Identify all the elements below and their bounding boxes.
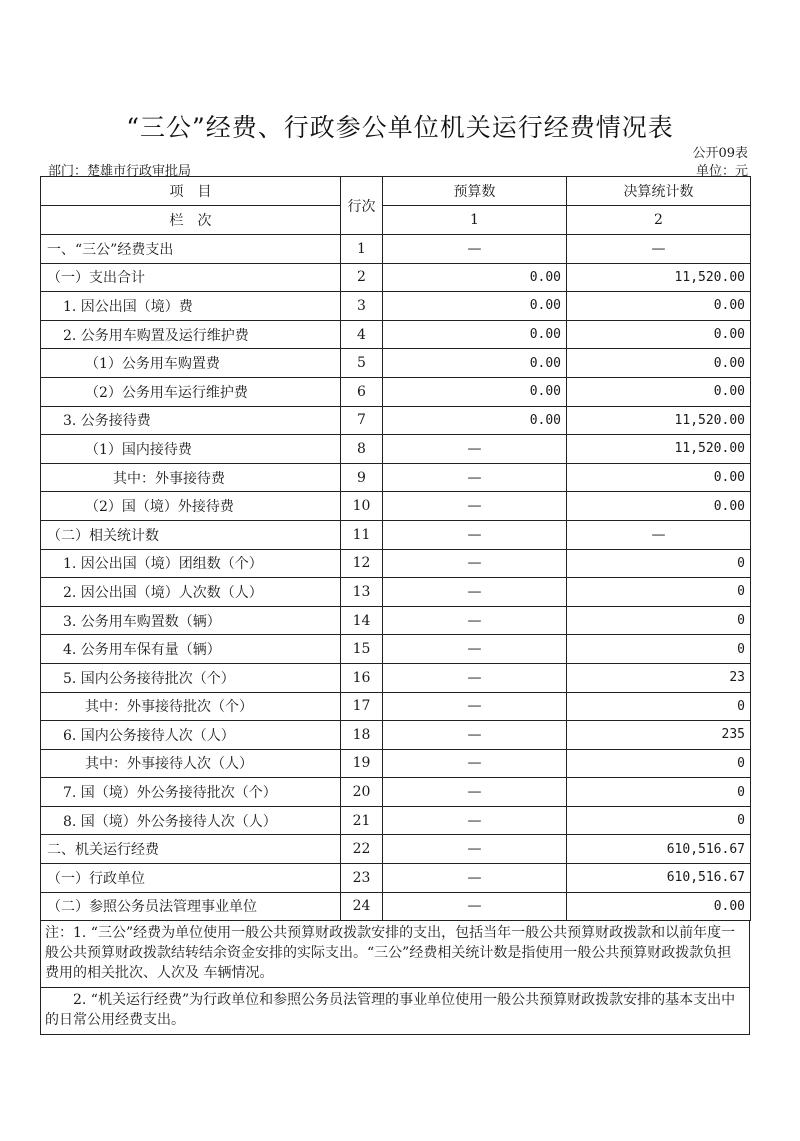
row-item-label: （2）公务用车运行维护费 [41, 377, 341, 406]
table-row [41, 835, 751, 864]
row-budget-value: — [383, 463, 567, 492]
row-budget-value: — [383, 864, 567, 893]
row-item-label: 一、“三公”经费支出 [41, 235, 341, 264]
row-final-value: 0 [567, 606, 751, 635]
table-row [41, 806, 751, 835]
row-budget-value: 0.00 [383, 320, 567, 349]
row-line-number: 11 [341, 520, 383, 549]
department-label: 部门：楚雄市行政审批局 [48, 164, 192, 179]
row-budget-value: — [383, 235, 567, 264]
row-item-label: 7. 国（境）外公务接待批次（个） [41, 778, 341, 807]
table-row [41, 663, 751, 692]
column-label: 栏 次 [41, 206, 341, 235]
table-row [41, 778, 751, 807]
table-row [41, 635, 751, 664]
row-item-label: 3. 公务用车购置数（辆） [41, 606, 341, 635]
row-final-value: 11,520.00 [567, 406, 751, 435]
row-line-number: 7 [341, 406, 383, 435]
row-budget-value: 0.00 [383, 377, 567, 406]
row-item-label: 4. 公务用车保有量（辆） [41, 635, 341, 664]
form-number: 公开09表 [692, 146, 748, 161]
row-item-label: 2. 因公出国（境）人次数（人） [41, 578, 341, 607]
table-row [41, 235, 751, 264]
row-final-value: — [567, 520, 751, 549]
row-final-value: — [567, 235, 751, 264]
table-row [41, 892, 751, 921]
row-line-number: 12 [341, 549, 383, 578]
unit-label: 单位：元 [695, 164, 748, 179]
row-item-label: 8. 国（境）外公务接待人次（人） [41, 806, 341, 835]
notes-box [40, 921, 750, 1035]
row-line-number: 15 [341, 635, 383, 664]
row-final-value: 0 [567, 578, 751, 607]
table-row [41, 263, 751, 292]
row-line-number: 6 [341, 377, 383, 406]
row-final-value: 0.00 [567, 320, 751, 349]
row-item-label: （二）相关统计数 [41, 520, 341, 549]
row-item-label: 2. 公务用车购置及运行维护费 [41, 320, 341, 349]
row-line-number: 5 [341, 349, 383, 378]
row-budget-value: — [383, 721, 567, 750]
page-title: “三公”经费、行政参公单位机关运行经费情况表 [126, 113, 674, 142]
row-budget-value: 0.00 [383, 263, 567, 292]
column-budget-index: 1 [383, 206, 567, 235]
table-row [41, 435, 751, 464]
column-index-row [41, 206, 751, 235]
row-final-value: 11,520.00 [567, 435, 751, 464]
row-final-value: 0.00 [567, 463, 751, 492]
row-item-label: （1）国内接待费 [41, 435, 341, 464]
row-line-number: 23 [341, 864, 383, 893]
row-item-label: （2）国（境）外接待费 [41, 492, 341, 521]
row-budget-value: — [383, 520, 567, 549]
table-row [41, 606, 751, 635]
row-budget-value: — [383, 835, 567, 864]
row-budget-value: — [383, 663, 567, 692]
row-line-number: 18 [341, 721, 383, 750]
table-row [41, 749, 751, 778]
row-item-label: 3. 公务接待费 [41, 406, 341, 435]
expense-table [40, 176, 751, 921]
row-final-value: 11,520.00 [567, 263, 751, 292]
row-item-label: 1. 因公出国（境）团组数（个） [41, 549, 341, 578]
table-row [41, 377, 751, 406]
row-final-value: 23 [567, 663, 751, 692]
row-line-number: 3 [341, 292, 383, 321]
row-final-value: 0.00 [567, 892, 751, 921]
row-item-label: 其中：外事接待费 [41, 463, 341, 492]
row-line-number: 24 [341, 892, 383, 921]
row-item-label: （一）行政单位 [41, 864, 341, 893]
row-final-value: 0 [567, 749, 751, 778]
row-budget-value: — [383, 606, 567, 635]
row-item-label: 5. 国内公务接待批次（个） [41, 663, 341, 692]
table-row [41, 406, 751, 435]
row-line-number: 14 [341, 606, 383, 635]
row-budget-value: — [383, 578, 567, 607]
row-item-label: 1. 因公出国（境）费 [41, 292, 341, 321]
row-line-number: 2 [341, 263, 383, 292]
row-line-number: 22 [341, 835, 383, 864]
table-row [41, 721, 751, 750]
row-item-label: （1）公务用车购置费 [41, 349, 341, 378]
row-budget-value: — [383, 892, 567, 921]
table-row [41, 292, 751, 321]
row-budget-value: 0.00 [383, 349, 567, 378]
row-budget-value: 0.00 [383, 292, 567, 321]
table-row [41, 864, 751, 893]
table-row [41, 320, 751, 349]
table-row [41, 692, 751, 721]
table-row [41, 578, 751, 607]
row-final-value: 0.00 [567, 377, 751, 406]
row-final-value: 0.00 [567, 292, 751, 321]
table-row [41, 349, 751, 378]
row-budget-value: — [383, 549, 567, 578]
header-row [41, 177, 751, 206]
row-final-value: 0.00 [567, 349, 751, 378]
row-line-number: 9 [341, 463, 383, 492]
column-final-index: 2 [567, 206, 751, 235]
table-row [41, 463, 751, 492]
table-row [41, 492, 751, 521]
row-line-number: 19 [341, 749, 383, 778]
row-item-label: 其中：外事接待批次（个） [41, 692, 341, 721]
row-budget-value: — [383, 435, 567, 464]
header-item: 项 目 [41, 177, 341, 206]
note-2: 2. “机关运行经费”为行政单位和参照公务员法管理的事业单位使用一般公共预算财政拨款安排的基本支出中的日常公用经费支出。 [45, 992, 736, 1028]
row-item-label: （二）参照公务员法管理事业单位 [41, 892, 341, 921]
row-final-value: 610,516.67 [567, 864, 751, 893]
row-line-number: 16 [341, 663, 383, 692]
row-item-label: 二、机关运行经费 [41, 835, 341, 864]
row-line-number: 4 [341, 320, 383, 349]
row-final-value: 0 [567, 549, 751, 578]
row-line-number: 10 [341, 492, 383, 521]
row-line-number: 13 [341, 578, 383, 607]
row-budget-value: — [383, 635, 567, 664]
row-line-number: 8 [341, 435, 383, 464]
row-budget-value: — [383, 806, 567, 835]
table-body [41, 235, 751, 921]
row-item-label: （一）支出合计 [41, 263, 341, 292]
row-line-number: 21 [341, 806, 383, 835]
row-line-number: 17 [341, 692, 383, 721]
row-final-value: 0 [567, 806, 751, 835]
row-budget-value: — [383, 492, 567, 521]
row-final-value: 235 [567, 721, 751, 750]
row-item-label: 6. 国内公务接待人次（人） [41, 721, 341, 750]
row-item-label: 其中：外事接待人次（人） [41, 749, 341, 778]
header-budget: 预算数 [383, 177, 567, 206]
row-final-value: 0.00 [567, 492, 751, 521]
row-line-number: 1 [341, 235, 383, 264]
row-budget-value: — [383, 749, 567, 778]
row-final-value: 0 [567, 778, 751, 807]
header-line-no: 行次 [341, 177, 383, 235]
row-line-number: 20 [341, 778, 383, 807]
row-final-value: 610,516.67 [567, 835, 751, 864]
note-1: 注：1. “三公”经费为单位使用一般公共预算财政拨款安排的支出，包括当年一般公共预算财政拨款和以前年度一般公共预算财政拨款结转结余资金安排的实际支出。“三公”经费相关统计数是指使用一般公共预算财政拨款负担费用的相关批次、人次及 车辆情况。 [41, 921, 749, 988]
row-budget-value: 0.00 [383, 406, 567, 435]
row-budget-value: — [383, 692, 567, 721]
row-final-value: 0 [567, 692, 751, 721]
row-budget-value: — [383, 778, 567, 807]
row-final-value: 0 [567, 635, 751, 664]
table-row [41, 549, 751, 578]
table-row [41, 520, 751, 549]
header-final: 决算统计数 [567, 177, 751, 206]
